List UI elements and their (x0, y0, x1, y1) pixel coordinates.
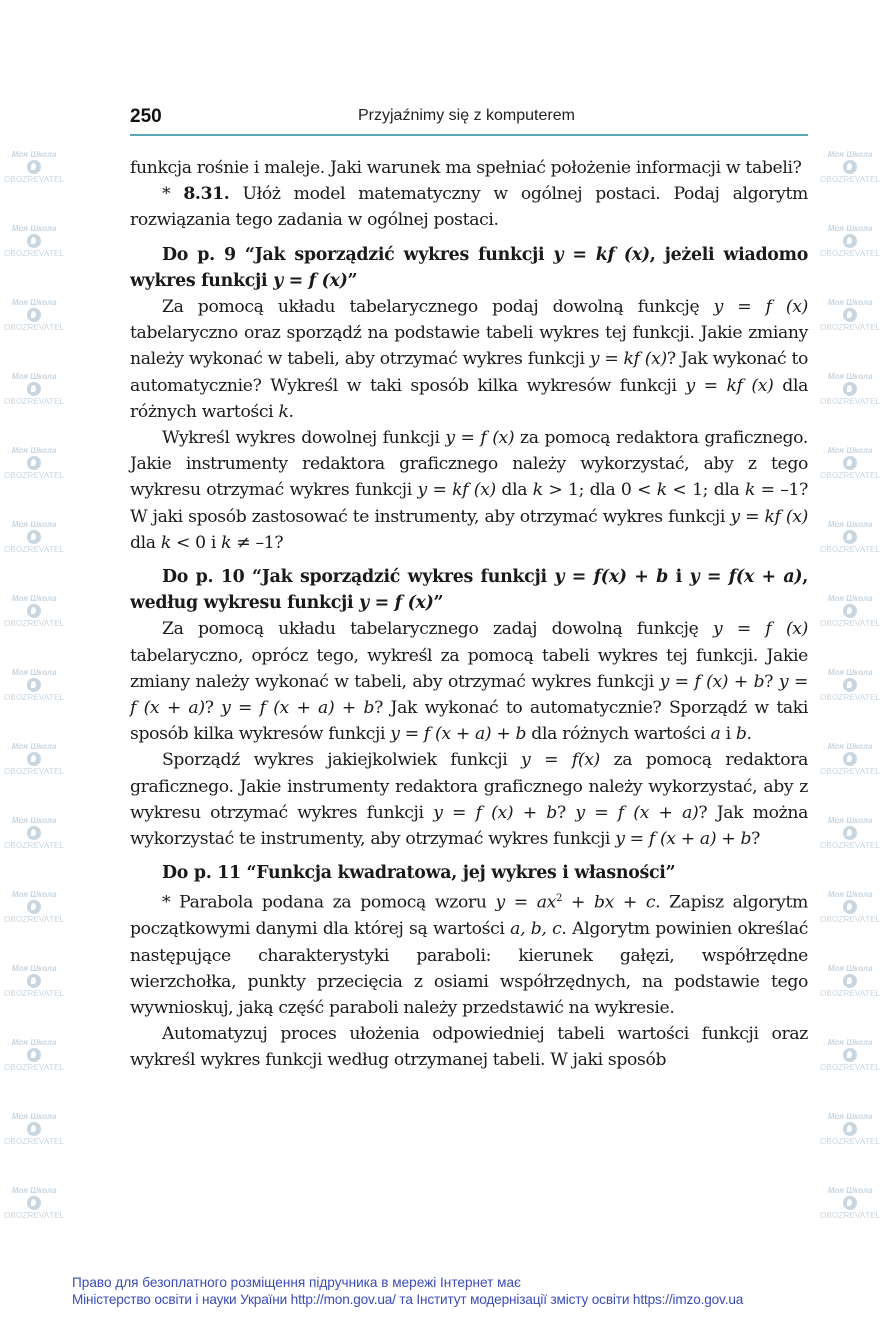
watermark-logo-icon (27, 752, 41, 766)
text: Za pomocą układu tabelarycznego podaj dowolną funkcję (162, 297, 714, 318)
watermark-brand: Моя Школа (11, 742, 57, 751)
watermark-logo-icon (843, 1048, 857, 1062)
heading-text: , jeżeli wiadomo wykres funkcji (130, 244, 809, 291)
text: Wykreśl wykres dowolnej funkcji (162, 428, 446, 449)
watermark (4, 1112, 64, 1146)
heading-text: Do p. 10 “Jak sporządzić wykres funkcji (162, 567, 555, 588)
watermark (820, 1038, 880, 1072)
section-10-heading (130, 564, 808, 616)
watermark-partner: OBOZREVATEL (4, 1211, 65, 1220)
body-text (130, 155, 808, 1074)
math: y = f (x) (445, 428, 515, 449)
watermark (4, 594, 64, 628)
math: a, b, c (510, 919, 562, 940)
watermark (820, 1112, 880, 1146)
math: y = f (x) (713, 297, 808, 318)
watermark-brand: Моя Школа (11, 668, 57, 677)
watermark-partner: OBOZREVATEL (820, 1063, 881, 1072)
watermark-logo-icon (843, 308, 857, 322)
watermark (4, 668, 64, 702)
math: k (221, 532, 232, 553)
math: y = f (x) (712, 619, 808, 640)
math: y = kf (x) (730, 506, 808, 527)
task-text: Ułóż model matematyczny w ogólnej postaci. Podaj algorytm rozwiązania tego zadania w ogólnej postaci. (130, 184, 808, 231)
heading-text: ” (347, 270, 358, 291)
watermark-logo-icon (843, 530, 857, 544)
watermark-partner: OBOZREVATEL (820, 767, 881, 776)
watermark-logo-icon (843, 160, 857, 174)
watermark-partner: OBOZREVATEL (820, 1137, 881, 1146)
watermark-logo-icon (843, 1196, 857, 1210)
math: y = f(x + a) (689, 567, 803, 588)
watermark-brand: Моя Школа (11, 298, 57, 307)
watermark-partner: OBOZREVATEL (4, 619, 65, 628)
watermark-brand: Моя Школа (11, 1112, 57, 1121)
math: k (532, 480, 543, 501)
math: y = kf (x) (417, 480, 496, 501)
text: i (720, 724, 736, 745)
math: y = f (x + a) + b (390, 724, 527, 745)
watermark-partner: OBOZREVATEL (820, 249, 881, 258)
text: ? (764, 671, 779, 692)
watermark-logo-icon (27, 1196, 41, 1210)
watermark (4, 1186, 64, 1220)
watermark-partner: OBOZREVATEL (4, 397, 65, 406)
watermark (820, 742, 880, 776)
watermark-logo-icon (843, 974, 857, 988)
watermark-partner: OBOZREVATEL (4, 767, 65, 776)
running-header (130, 105, 808, 131)
text: tabelarycznо, oprócz tego, wykreśl za pomocą tabeli wykres tej funkcji. Jakie zmiany należy wykonać w tabeli, aby otrzymać wykres funkcji (130, 645, 808, 692)
math: k (656, 480, 667, 501)
header-title: Przyjaźnimy się z komputerem (358, 107, 575, 124)
watermark-brand: Моя Школа (11, 816, 57, 825)
math: y = ax (495, 893, 557, 914)
text: * Parabola podana za pomocą wzoru (162, 893, 496, 914)
watermark-partner: OBOZREVATEL (4, 1063, 65, 1072)
heading-text: i (668, 567, 690, 588)
watermark-brand: Моя Школа (11, 446, 57, 455)
math: k (160, 532, 171, 553)
text: Za pomocą układu tabelarycznego zadaj dowolną funkcję (162, 619, 713, 640)
watermark (4, 150, 64, 184)
math: y = f (x) (273, 270, 348, 291)
watermark (820, 964, 880, 998)
watermark (820, 446, 880, 480)
math: k (278, 401, 289, 422)
watermark-partner: OBOZREVATEL (4, 989, 65, 998)
text: tabelarycznо oraz sporządź na podstawie tabeli wykres tej funkcji. Jakie zmiany należy wykonać w tabeli, aby otrzymać wykres funkcji (130, 323, 808, 370)
page-number: 250 (130, 106, 162, 127)
watermark (4, 224, 64, 258)
section-11-paragraph-1 (130, 886, 808, 1021)
math: y = kf (x) (589, 349, 667, 370)
section-9-paragraph-2 (130, 425, 808, 556)
watermark (4, 964, 64, 998)
watermark-partner: OBOZREVATEL (820, 397, 881, 406)
watermark-brand: Моя Школа (827, 446, 873, 455)
watermark (820, 594, 880, 628)
watermark-logo-icon (27, 382, 41, 396)
watermark-logo-icon (843, 826, 857, 840)
watermark-partner: OBOZREVATEL (4, 471, 65, 480)
watermark-logo-icon (27, 308, 41, 322)
watermark (4, 742, 64, 776)
watermark-brand: Моя Школа (827, 742, 873, 751)
watermark-brand: Моя Школа (827, 1038, 873, 1047)
watermark (820, 150, 880, 184)
watermark-brand: Моя Школа (11, 150, 57, 159)
watermark-partner: OBOZREVATEL (4, 545, 65, 554)
watermark-logo-icon (27, 530, 41, 544)
text: Sporządź wykres jakiejkolwiek funkcji (162, 750, 522, 771)
text: ? Jak można wykorzystać te instrumenty, aby otrzymać wykres funkcji (130, 802, 808, 850)
watermark-brand: Моя Школа (11, 1186, 57, 1195)
superscript: 2 (556, 893, 563, 905)
watermark-brand: Моя Школа (827, 372, 873, 381)
watermark-logo-icon (27, 234, 41, 248)
watermark-brand: Моя Школа (827, 594, 873, 603)
text: za pomocą redaktora graficznego. Jakie instrumenty redaktora graficznego należy wykorzystać, aby z tego wykresu otrzymać wykres funkcji (130, 428, 808, 501)
section-11-paragraph-2: Automatyzuj proces ułożenia odpowiedniej tabeli wartości funkcji oraz wykreśl wykres funkcji według otrzymanej tabeli. W jaki sposób (130, 1024, 808, 1071)
text: ? (556, 802, 576, 823)
watermark-brand: Моя Школа (827, 298, 873, 307)
math: + bx + c (562, 893, 656, 914)
watermark-logo-icon (843, 456, 857, 470)
watermark-brand: Моя Школа (11, 1038, 57, 1047)
watermark-brand: Моя Школа (827, 964, 873, 973)
math: y = f (x + a) (130, 671, 808, 719)
watermark-logo-icon (843, 382, 857, 396)
section-10-paragraph-2 (130, 747, 808, 852)
watermark-logo-icon (27, 456, 41, 470)
math: y = f(x) + b (554, 567, 668, 588)
text: < 1; dla (666, 480, 745, 501)
watermark-logo-icon (843, 900, 857, 914)
watermark-brand: Моя Школа (827, 668, 873, 677)
watermark-partner: OBOZREVATEL (820, 915, 881, 924)
watermark (4, 1038, 64, 1072)
text: < 0 i (170, 532, 222, 553)
watermark-logo-icon (843, 1122, 857, 1136)
watermark-partner: OBOZREVATEL (820, 545, 881, 554)
watermark-partner: OBOZREVATEL (820, 841, 881, 850)
watermark-brand: Моя Школа (11, 594, 57, 603)
text: dla różnych wartości (130, 375, 808, 422)
watermark (820, 1186, 880, 1220)
math: y = f(x) (521, 750, 600, 771)
watermark (820, 372, 880, 406)
watermark-brand: Моя Школа (827, 890, 873, 899)
task-8-31 (130, 181, 808, 233)
watermark (4, 372, 64, 406)
watermark (820, 890, 880, 924)
watermark (820, 816, 880, 850)
math: y = f (x + a) (575, 802, 699, 823)
text: ? (204, 698, 222, 719)
watermark-partner: OBOZREVATEL (820, 619, 881, 628)
task-star: * (162, 184, 184, 205)
text: . Zapisz algorytm początkowymi danymi dla której są wartości (130, 893, 809, 940)
watermark-logo-icon (843, 604, 857, 618)
text: ≠ –1? (231, 532, 284, 553)
watermark (820, 298, 880, 332)
watermark-logo-icon (27, 974, 41, 988)
math: y = f (x) + b (659, 671, 765, 692)
text: . Algorytm powinien określać następujące charakterystyki paraboli: kierunek gałęzi, współrzędne wierzchołka, punkty przecięcia z osiami współrzędnych, na podstawie tego wywnioskuj, jaką część paraboli należy przedstawić na wykresie. (130, 919, 809, 1019)
watermark-partner: OBOZREVATEL (4, 693, 65, 702)
watermark-brand: Моя Школа (827, 224, 873, 233)
section-9-paragraph-1 (130, 294, 808, 425)
watermark-partner: OBOZREVATEL (4, 915, 65, 924)
watermark-brand: Моя Школа (827, 520, 873, 529)
paragraph-intro: funkcja rośnie i maleje. Jaki warunek ma spełniać położenie informacji w tabeli? (130, 158, 802, 178)
watermark (4, 298, 64, 332)
watermark-partner: OBOZREVATEL (820, 323, 881, 332)
math: y = f (x + a) + b (221, 698, 375, 719)
watermark-logo-icon (843, 752, 857, 766)
watermark-partner: OBOZREVATEL (4, 249, 65, 258)
heading-text: ” (433, 593, 444, 614)
watermark-brand: Моя Школа (11, 224, 57, 233)
math: y = f (x + a) + b (615, 829, 752, 850)
math: y = kf (x) (685, 375, 774, 396)
watermark-partner: OBOZREVATEL (820, 471, 881, 480)
watermark-partner: OBOZREVATEL (4, 175, 65, 184)
text: . (746, 724, 752, 745)
watermark-brand: Моя Школа (11, 964, 57, 973)
text: > 1; dla 0 < (542, 480, 657, 501)
math: b (735, 724, 747, 745)
watermark-brand: Моя Школа (827, 1112, 873, 1121)
section-9-heading (130, 242, 808, 294)
text: dla (495, 480, 533, 501)
watermark-logo-icon (27, 1048, 41, 1062)
watermark-logo-icon (27, 900, 41, 914)
watermark-partner: OBOZREVATEL (4, 1137, 65, 1146)
watermark-logo-icon (27, 826, 41, 840)
text: ? Jak wykonać to automatycznie? Wykreśl w taki sposób kilka wykresów funkcji (130, 349, 808, 396)
watermark-logo-icon (843, 234, 857, 248)
watermark-logo-icon (27, 604, 41, 618)
math: y = f (x) (359, 593, 434, 614)
header-rule (130, 134, 808, 136)
watermark-partner: OBOZREVATEL (4, 323, 65, 332)
watermark-logo-icon (843, 678, 857, 692)
text: za pomocą redaktora graficznego. Jakie instrumenty redaktora graficznego należy wykorzystać, aby z wykresu otrzymać wykres funkcji (130, 750, 808, 823)
watermark (820, 224, 880, 258)
math: k (744, 480, 756, 501)
heading-text: , według wykresu funkcji (130, 567, 808, 614)
watermark (820, 668, 880, 702)
watermark-logo-icon (27, 1122, 41, 1136)
watermark-logo-icon (27, 160, 41, 174)
watermark-brand: Моя Школа (827, 816, 873, 825)
text: . (288, 401, 294, 422)
text: ? Jak wykonać to automatycznie? Sporządź w taki sposób kilka wykresów funkcji (130, 698, 808, 745)
section-11-heading: Do p. 11 “Funkcja kwadratowa, jej wykres i własności” (162, 863, 676, 884)
watermark (820, 520, 880, 554)
math: a (710, 724, 721, 745)
watermark (4, 816, 64, 850)
math: y = f (x) + b (433, 802, 557, 823)
watermark-logo-icon (27, 678, 41, 692)
watermark-partner: OBOZREVATEL (4, 841, 65, 850)
math: y = kf (x) (553, 244, 650, 265)
watermark-brand: Моя Школа (11, 520, 57, 529)
watermark-brand: Моя Школа (11, 372, 57, 381)
text: dla różnych wartości (526, 724, 711, 745)
task-number: 8.31. (183, 184, 230, 205)
watermark-brand: Моя Школа (11, 890, 57, 899)
text: = –1? W jaki sposób zastosować te instrumenty, aby otrzymać wykres funkcji (130, 480, 808, 527)
text: dla (130, 532, 161, 553)
watermark (4, 890, 64, 924)
watermark-brand: Моя Школа (827, 1186, 873, 1195)
text: ? (751, 829, 760, 850)
watermark-partner: OBOZREVATEL (820, 989, 881, 998)
footer-line-2: Міністерство освіти і науки України http://mon.gov.ua/ та Інститут модернізації змісту освіти https://imzo.gov.ua (72, 1292, 744, 1307)
watermark-brand: Моя Школа (827, 150, 873, 159)
watermark-partner: OBOZREVATEL (820, 1211, 881, 1220)
watermark-partner: OBOZREVATEL (820, 693, 881, 702)
heading-text: Do p. 9 “Jak sporządzić wykres funkcji (162, 244, 554, 265)
footer-line-1: Право для безоплатного розміщення підручника в мережі Інтернет має (72, 1275, 521, 1290)
watermark (4, 520, 64, 554)
section-10-paragraph-1 (130, 616, 808, 747)
watermark (4, 446, 64, 480)
watermark-partner: OBOZREVATEL (820, 175, 881, 184)
